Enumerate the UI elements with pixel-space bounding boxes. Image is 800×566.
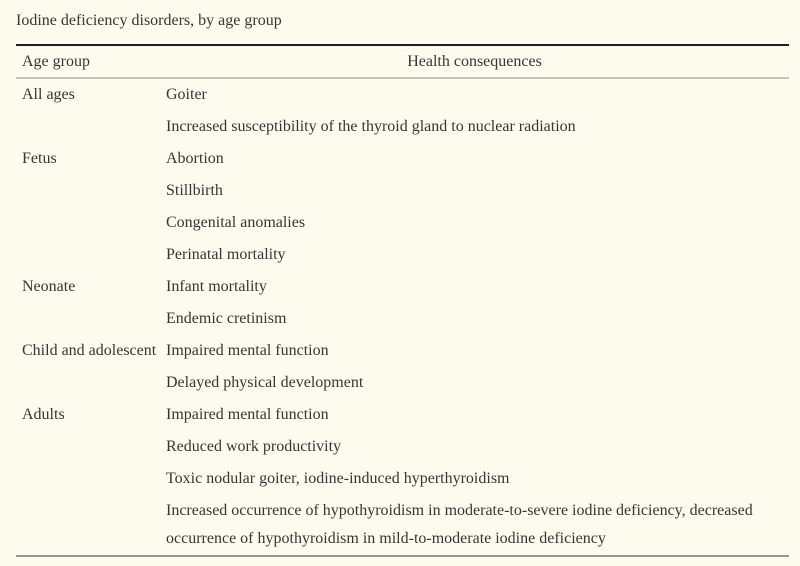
consequence-cell: Increased susceptibility of the thyroid gland to nuclear radiation bbox=[166, 118, 576, 135]
consequence-cell: Perinatal mortality bbox=[166, 246, 286, 263]
table-row bbox=[16, 367, 789, 399]
table-row bbox=[16, 399, 789, 431]
table-row bbox=[16, 431, 789, 463]
consequence-cell: Goiter bbox=[166, 86, 207, 103]
idd-table bbox=[16, 44, 789, 557]
column-header-health-consequences: Health consequences bbox=[407, 52, 542, 70]
consequence-cell: Delayed physical development bbox=[166, 374, 364, 391]
age-group-cell: All ages bbox=[22, 86, 75, 103]
table-row bbox=[16, 303, 789, 335]
table-body bbox=[16, 79, 789, 555]
age-group-cell: Neonate bbox=[22, 278, 76, 295]
table-row bbox=[16, 79, 789, 111]
consequence-cell: Impaired mental function bbox=[166, 406, 329, 423]
table-row bbox=[16, 239, 789, 271]
consequence-cell: Increased occurrence of hypothyroidism in moderate-to-severe iodine deficiency, decreased occurrence of hypothyroidism in mild-to-moderate iodine deficiency bbox=[166, 502, 753, 547]
table-bottom-rule bbox=[16, 555, 789, 557]
table-row bbox=[16, 143, 789, 175]
consequence-cell: Reduced work productivity bbox=[166, 438, 342, 455]
table-row bbox=[16, 463, 789, 495]
age-group-cell: Fetus bbox=[22, 150, 57, 167]
age-group-cell: Adults bbox=[22, 406, 65, 423]
column-header-age-group: Age group bbox=[22, 52, 90, 70]
table-row bbox=[16, 175, 789, 207]
consequence-cell: Endemic cretinism bbox=[166, 310, 287, 327]
consequence-cell: Stillbirth bbox=[166, 182, 223, 199]
table-header-row bbox=[16, 46, 789, 77]
consequence-cell: Abortion bbox=[166, 150, 224, 167]
table-row bbox=[16, 207, 789, 239]
consequence-cell: Infant mortality bbox=[166, 278, 267, 295]
age-group-cell: Child and adolescent bbox=[22, 342, 157, 359]
consequence-cell: Impaired mental function bbox=[166, 342, 329, 359]
table-row bbox=[16, 111, 789, 143]
table-row bbox=[16, 335, 789, 367]
table-row bbox=[16, 271, 789, 303]
consequence-cell: Toxic nodular goiter, iodine-induced hyperthyroidism bbox=[166, 470, 510, 487]
table-title: Iodine deficiency disorders, by age group bbox=[16, 12, 282, 29]
consequence-cell: Congenital anomalies bbox=[166, 214, 306, 231]
table-row bbox=[16, 495, 789, 555]
